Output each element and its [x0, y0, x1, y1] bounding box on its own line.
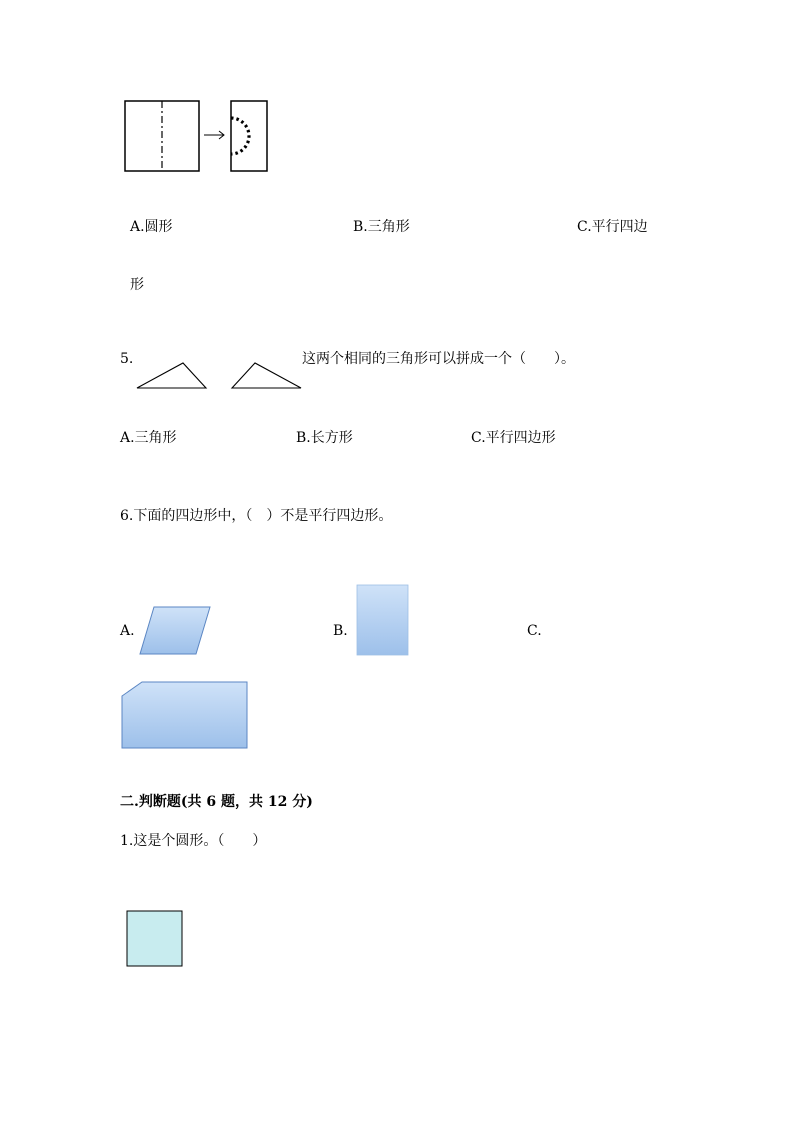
- q4-option-c-continued: 形: [130, 277, 144, 293]
- cut-corner-pentagon-shape: [120, 680, 252, 752]
- q6-label-b: B.: [333, 623, 348, 639]
- folded-paper-figure: [120, 96, 280, 178]
- judgement-q1-stem: 1.这是个圆形。（ ）: [120, 833, 267, 849]
- triangle-left: [137, 363, 206, 388]
- two-triangles-figure: [134, 360, 306, 392]
- q5-option-a: A.三角形: [120, 430, 177, 446]
- q4-option-c: C.平行四边: [577, 219, 648, 235]
- section-heading: 二.判断题(共 6 题，共 12 分): [120, 794, 313, 810]
- q5-option-c: C.平行四边形: [471, 430, 556, 446]
- q4-option-b: B.三角形: [353, 219, 410, 235]
- q4-option-a: A.圆形: [130, 219, 173, 235]
- q5-stem: 这两个相同的三角形可以拼成一个（ ）。: [302, 351, 575, 367]
- square-shape: [126, 910, 184, 968]
- dotted-half-circle: [231, 118, 249, 154]
- q6-stem: 6.下面的四边形中，（ ）不是平行四边形。: [120, 508, 393, 524]
- triangle-right: [232, 363, 301, 388]
- q6-label-c: C.: [527, 623, 542, 639]
- rectangle-shape: [356, 584, 410, 658]
- q6-label-a: A.: [120, 623, 135, 639]
- q5-number: 5.: [120, 351, 134, 367]
- q5-option-b: B.长方形: [296, 430, 353, 446]
- parallelogram-shape: [136, 603, 214, 657]
